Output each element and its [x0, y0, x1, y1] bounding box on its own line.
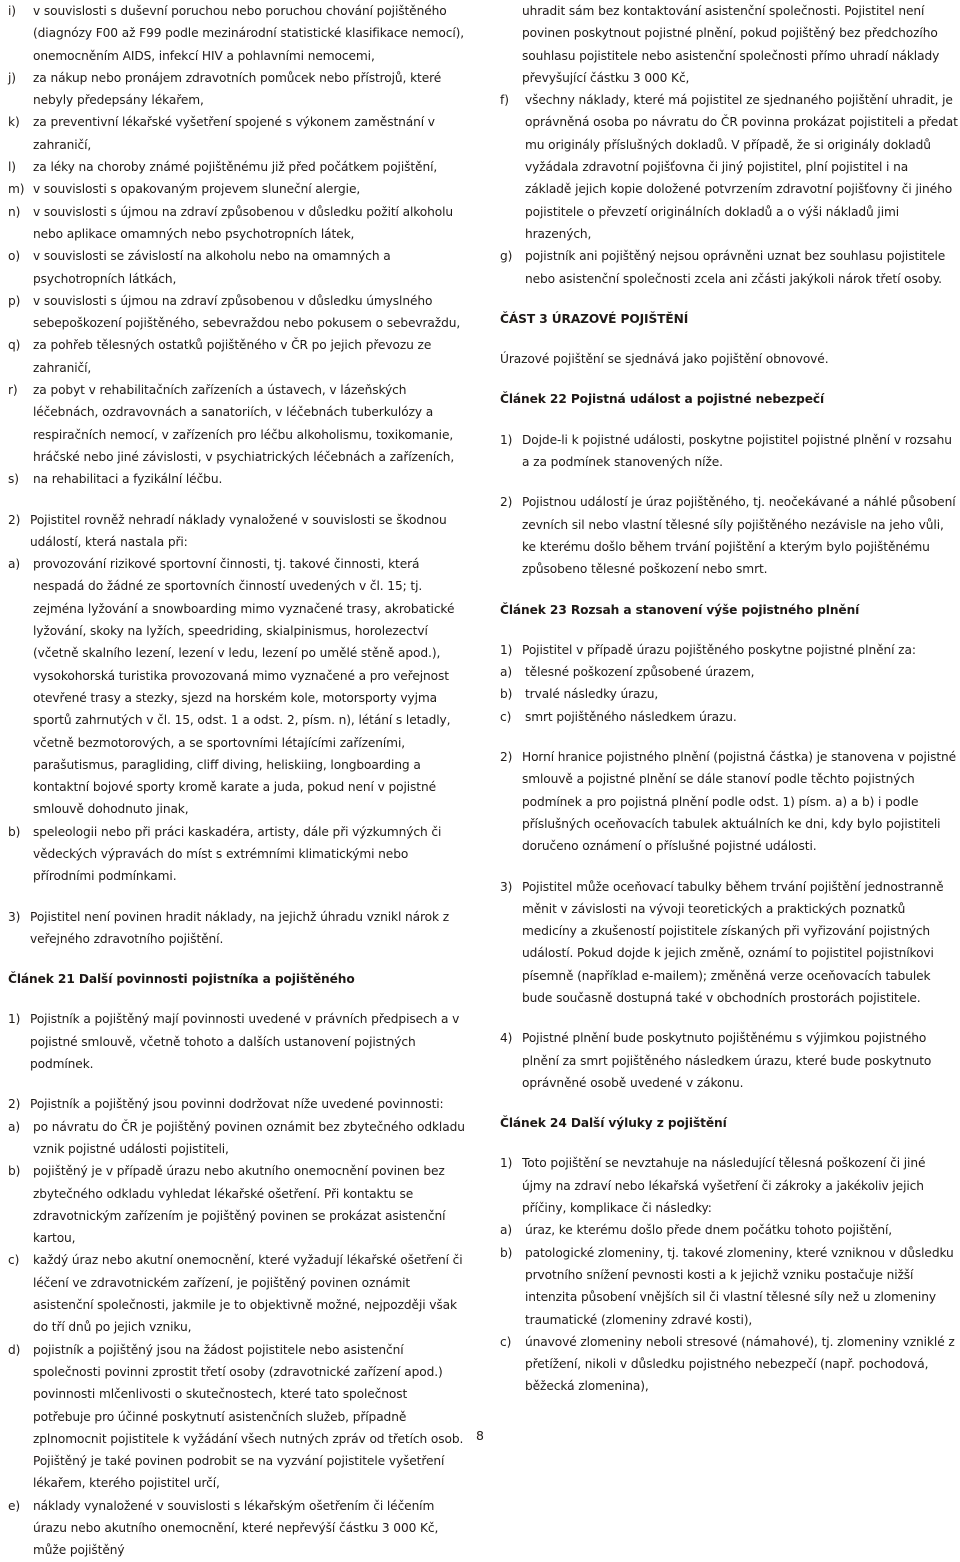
article-24-paragraph-1 — [500, 1152, 958, 1219]
list-item — [8, 111, 468, 156]
list-item-text: za preventivní lékařské vyšetření spojené s výkonem zaměstnání v zahraničí, — [33, 115, 435, 152]
list-item-text: úraz, ke kterému došlo přede dnem počátku tohoto pojištění, — [525, 1223, 893, 1238]
list-item — [8, 201, 468, 246]
list-item-text: v souvislosti se závislostí na alkoholu nebo na omamných a psychotropních látkách, — [33, 249, 391, 286]
paragraph-text: Pojistitel rovněž nehradí náklady vynaložené v souvislosti se škodnou událostí, která nastala při: — [30, 512, 447, 549]
list-item-text: za pohřeb tělesných ostatků pojištěného v ČR po jejich převozu ze zahraničí, — [33, 338, 432, 375]
list-item-text: pojistník a pojištěný jsou na žádost pojistitele nebo asistenční společnosti povinni zprostit třetí osoby (zdravotnické zařízení apod.) povinnosti mlčenlivosti o skutečnostech, které tato společnost potřebuje pro účinné poskytnutí asistenčních služeb, případně zplnomocnit pojistitele k vyžádání všech nutných zpráv od třetích osob. Pojištěný je také povinen podrobit se na vyzvání pojistitele vyšetření lékařem, kterého pojistitel určí, — [33, 1342, 464, 1491]
list-marker: a) — [8, 1119, 21, 1134]
left-column — [8, 0, 468, 1562]
list-item-text: v souvislosti s opakovaným projevem sluneční alergie, — [33, 182, 361, 197]
list-item-text: na rehabilitaci a fyzikální léčbu. — [33, 472, 223, 487]
article-23-heading: Článek 23 Rozsah a stanovení výše pojistného plnění — [500, 602, 860, 617]
obligations-list-continued — [500, 89, 958, 290]
benefit-types-list — [500, 661, 958, 728]
list-marker: k) — [8, 115, 20, 130]
article-22-heading: Článek 22 Pojistná událost a pojistné nebezpečí — [500, 392, 825, 407]
list-item — [500, 1242, 958, 1331]
article-22-paragraph-2 — [500, 491, 958, 580]
article-23-paragraph-1 — [500, 639, 958, 661]
list-item — [8, 1160, 468, 1249]
part-3-heading: ČÁST 3 ÚRAZOVÉ POJIŠTĚNÍ — [500, 311, 689, 326]
list-item — [500, 1219, 958, 1241]
article-21-paragraph-1 — [8, 1008, 468, 1075]
list-item — [8, 67, 468, 112]
list-item — [8, 290, 468, 335]
paragraph-marker: 3) — [500, 879, 513, 894]
list-item — [8, 553, 468, 821]
paragraph-3 — [8, 906, 468, 951]
list-item-text: za nákup nebo pronájem zdravotních pomůcek nebo přístrojů, které nebyly předepsány lékařem, — [33, 70, 442, 108]
paragraph-marker: 1) — [500, 642, 513, 657]
list-item — [8, 1249, 468, 1338]
list-marker: b) — [500, 1245, 513, 1260]
paragraph-marker: 4) — [500, 1031, 513, 1046]
list-item — [8, 821, 468, 888]
additional-exclusions-list — [500, 1219, 958, 1397]
list-marker: p) — [8, 293, 21, 308]
list-marker: m) — [8, 182, 25, 197]
article-23-paragraph-2 — [500, 746, 958, 857]
list-item-text: za pobyt v rehabilitačních zařízeních a ústavech, v lázeňských léčebnách, ozdravovnách a sanatoriích, v léčebnách tuberkulózy a respiračních nemocí, v zařízeních pro léčbu alkoholismu, toxikomanie, hráčské nebo jiné závislosti, v psychiatrických léčebnách a zařízeních, — [33, 383, 455, 464]
list-item — [8, 156, 468, 178]
list-marker: s) — [8, 472, 19, 487]
list-item — [500, 661, 958, 683]
list-marker: i) — [8, 4, 16, 18]
list-item — [8, 468, 468, 490]
paragraph-2 — [8, 509, 468, 554]
list-item-text: pojistník ani pojištěný nejsou oprávněni uznat bez souhlasu pojistitele nebo asistenční společnosti zcela ani zčásti jakýkoli nárok třetí osoby. — [525, 249, 946, 286]
list-item-text: v souvislosti s újmou na zdraví způsobenou v důsledku úmyslného sebepoškození pojištěného, sebevraždou nebo pokusem o sebevraždu, — [33, 293, 461, 331]
list-item — [8, 379, 468, 468]
paragraph-marker: 2) — [500, 750, 513, 765]
list-item — [500, 245, 958, 290]
article-21-heading: Článek 21 Další povinnosti pojistníka a pojištěného — [8, 972, 355, 987]
part-3-intro: Úrazové pojištění se sjednává jako pojištění obnovové. — [500, 352, 829, 367]
paragraph-marker: 1) — [8, 1012, 21, 1027]
list-item — [8, 1116, 468, 1161]
list-marker: j) — [8, 70, 16, 85]
list-marker: l) — [8, 160, 16, 175]
list-marker: a) — [500, 1223, 513, 1238]
obligations-list — [8, 1116, 468, 1562]
right-column — [500, 0, 958, 1398]
article-24-heading: Článek 24 Další výluky z pojištění — [500, 1116, 727, 1131]
list-item-text: za léky na choroby známé pojištěnému již před počátkem pojištění, — [33, 160, 438, 175]
list-item — [8, 334, 468, 379]
continued-text: uhradit sám bez kontaktování asistenční společnosti. Pojistitel není povinen poskytnout pojistné plnění, pokud pojištěný bez předchozího souhlasu pojistitele nebo asistenční společnosti přímo uhradí náklady převyšující částku 3 000 Kč, — [522, 4, 940, 85]
list-marker: b) — [8, 824, 21, 839]
paragraph-marker: 2) — [8, 512, 21, 527]
paragraph-marker: 3) — [8, 909, 21, 924]
list-marker: c) — [500, 709, 512, 724]
list-marker: b) — [8, 1164, 21, 1179]
page-number: 8 — [476, 1428, 484, 1443]
list-item — [500, 1331, 958, 1398]
paragraph-text: Pojistitel může oceňovací tabulky během trvání pojištění jednostranně měnit v závislosti na vývoji teoretických a praktických poznatků medicíny a zkušeností pojistitele získaných při vyřizování pojistných událostí. Pokud dojde k jejich změně, oznámí to pojistitel pojistníkovi písemně (například e-mailem); změněná verze oceňovacích tabulek bude současně dostupná také v obchodních prostorách pojistitele. — [522, 879, 944, 1005]
list-marker: f) — [500, 93, 509, 108]
list-marker: g) — [500, 249, 513, 264]
list-marker: c) — [8, 1253, 20, 1268]
sport-exclusions-list — [8, 553, 468, 887]
list-item-text: každý úraz nebo akutní onemocnění, které vyžadují lékařské ošetření či léčení ve zdravotnickém zařízení, je pojištěný povinen oznámit asistenční společnosti, jakmile je to objektivně možné, nejpozději však do tří dnů po jejich vzniku, — [33, 1253, 463, 1335]
list-item — [8, 1339, 468, 1495]
paragraph-text: Pojistné plnění bude poskytnuto pojištěnému s výjimkou pojistného plnění za smrt pojištěného následkem úrazu, které bude poskytnuto oprávněné osobě uvedené v zákonu. — [522, 1031, 932, 1090]
list-item-text: pojištěný je v případě úrazu nebo akutního onemocnění povinen bez zbytečného odkladu vyhledat lékařské ošetření. Při kontaktu se zdravotnickým zařízením je pojištěný povinen se prokázat asistenční kartou, — [33, 1164, 446, 1246]
list-item-text: trvalé následky úrazu, — [525, 687, 659, 702]
paragraph-text: Pojistník a pojištěný jsou povinni dodržovat níže uvedené povinnosti: — [30, 1097, 444, 1112]
list-item-text: všechny náklady, které má pojistitel ze sjednaného pojištění uhradit, je oprávněná osoba po návratu do ČR povinna prokázat pojistiteli a předat mu originály příslušných dokladů. V případě, že si originály dokladů vyžádala zdravotní pojišťovna či jiný pojistitel, plní pojistitel i na základě jejich kopie doložené potvrzením zdravotní pojišťovny či jiného pojistitele o převzetí originálních dokladů a o výši nákladů jimi hrazených, — [525, 93, 958, 241]
list-item-text: po návratu do ČR je pojištěný povinen oznámit bez zbytečného odkladu vznik pojistné události pojistiteli, — [33, 1119, 465, 1156]
list-marker: o) — [8, 249, 21, 264]
article-21-paragraph-2 — [8, 1093, 468, 1115]
list-item-text: smrt pojištěného následkem úrazu. — [525, 709, 737, 724]
list-item-text: náklady vynaložené v souvislosti s lékařským ošetřením či léčením úrazu nebo akutního onemocnění, které nepřevýší částku 3 000 Kč, může pojištěný — [33, 1498, 439, 1558]
list-item-text: únavové zlomeniny neboli stresové (námahové), tj. zlomeniny vzniklé z přetížení, nikoli v důsledku pojistného nebezpečí (např. pochodová, běžecká zlomenina), — [525, 1334, 955, 1394]
paragraph-text: Pojistník a pojištěný mají povinnosti uvedené v právních předpisech a v pojistné smlouvě, včetně tohoto a dalších ustanovení pojistných podmínek. — [30, 1012, 460, 1072]
list-marker: b) — [500, 687, 513, 702]
list-item-text: provozování rizikové sportovní činnosti, tj. takové činnosti, která nespadá do žádné ze sportovních činností uvedených v čl. 15; tj. zejména lyžování a snowboarding mimo vyznačené trasy, akrobatické lyžování, skoky na lyžích, speedriding, skialpinismus, horolezectví (včetně skalního lezení, lezení v ledu, lezení po umělé stěně apod.), vysokohorská turistika provozovaná mimo vyznačené a pro veřejnost otevřené trasy a stezky, sjezd na horském kole, motorsporty vyjma sportů zahrnutých v čl. 15, odst. 1 a odst. 2, písm. n), létání s letadly, včetně bezmotorových, a se sportovními létajícími zařízeními, parašutismus, paragliding, cliff diving, heliskiing, longboarding a kontaktní bojové sporty kromě karate a juda, pokud není v pojistné smlouvě dohodnuto jinak, — [33, 557, 455, 817]
list-marker: n) — [8, 204, 21, 219]
paragraph-text: Pojistitel není povinen hradit náklady, na jejichž úhradu vznikl nárok z veřejného zdravotního pojištění. — [30, 909, 450, 946]
list-marker: q) — [8, 338, 21, 353]
list-item-text: speleologii nebo při práci kaskadéra, artisty, dále při výzkumných či vědeckých výpravách do míst s extrémními klimatickými nebo přírodními podmínkami. — [33, 824, 442, 884]
list-item-text: v souvislosti s újmou na zdraví způsobenou v důsledku požití alkoholu nebo aplikace omamných nebo psychotropních látek, — [33, 204, 454, 241]
paragraph-text: Toto pojištění se nevztahuje na následující tělesná poškození či jiné újmy na zdraví nebo lékařská vyšetření či zákroky a jakékoliv jejich příčiny, komplikace či následky: — [522, 1156, 926, 1216]
list-marker: d) — [8, 1342, 21, 1357]
paragraph-marker: 2) — [500, 495, 513, 510]
list-item — [8, 1495, 468, 1562]
exclusions-list — [8, 0, 468, 491]
paragraph-text: Dojde-li k pojistné události, poskytne pojistitel pojistné plnění v rozsahu a za podmínek stanovených níže. — [522, 432, 952, 470]
paragraph-text: Pojistitel v případě úrazu pojištěného poskytne pojistné plnění za: — [522, 642, 916, 657]
list-item — [8, 178, 468, 200]
list-marker: e) — [8, 1498, 21, 1513]
list-item-text: patologické zlomeniny, tj. takové zlomeniny, které vzniknou v důsledku prvotního snížení pevnosti kosti a k jejichž vzniku postačuje nižší intenzita působení vnějších sil či vlastní tělesné síly než u zlomeniny traumatické (zlomeniny zdravé kosti), — [525, 1245, 954, 1327]
article-22-paragraph-1 — [500, 429, 958, 474]
list-item-text: tělesné poškození způsobené úrazem, — [525, 665, 755, 680]
list-item-text: v souvislosti s duševní poruchou nebo poruchou chování pojištěného (diagnózy F00 až F99 podle mezinárodní statistické klasifikace nemocí), onemocněním AIDS, infekcí HIV a pohlavními nemocemi, — [33, 4, 465, 63]
paragraph-text: Pojistnou událostí je úraz pojištěného, tj. neočekávané a náhlé působení zevních sil nebo vlastní tělesné síly pojištěného nezávisle na jeho vůli, ke kterému došlo během trvání pojištění a kterým bylo pojištěnému způsobeno tělesné poškození nebo smrt. — [522, 495, 956, 577]
list-marker: a) — [500, 665, 513, 680]
list-item — [500, 89, 958, 245]
paragraph-marker: 1) — [500, 1156, 513, 1171]
paragraph-text: Horní hranice pojistného plnění (pojistná částka) je stanovena v pojistné smlouvě a pojistné plnění se dále stanoví podle těchto pojistných podmínek a pro pojistná plnění podle odst. 1) písm. a) a b) i podle příslušných oceňovacích tabulek aktuálních ke dni, kdy bylo pojistiteli doručeno oznámení o příslušné pojistné události. — [522, 750, 957, 854]
list-marker: r) — [8, 383, 18, 398]
list-item — [8, 0, 468, 67]
list-item — [500, 683, 958, 705]
list-item — [8, 245, 468, 290]
article-23-paragraph-4 — [500, 1027, 958, 1094]
list-marker: c) — [500, 1334, 512, 1349]
list-marker: a) — [8, 557, 21, 572]
article-23-paragraph-3 — [500, 876, 958, 1010]
list-item — [500, 706, 958, 728]
paragraph-marker: 1) — [500, 432, 513, 447]
paragraph-marker: 2) — [8, 1097, 21, 1112]
